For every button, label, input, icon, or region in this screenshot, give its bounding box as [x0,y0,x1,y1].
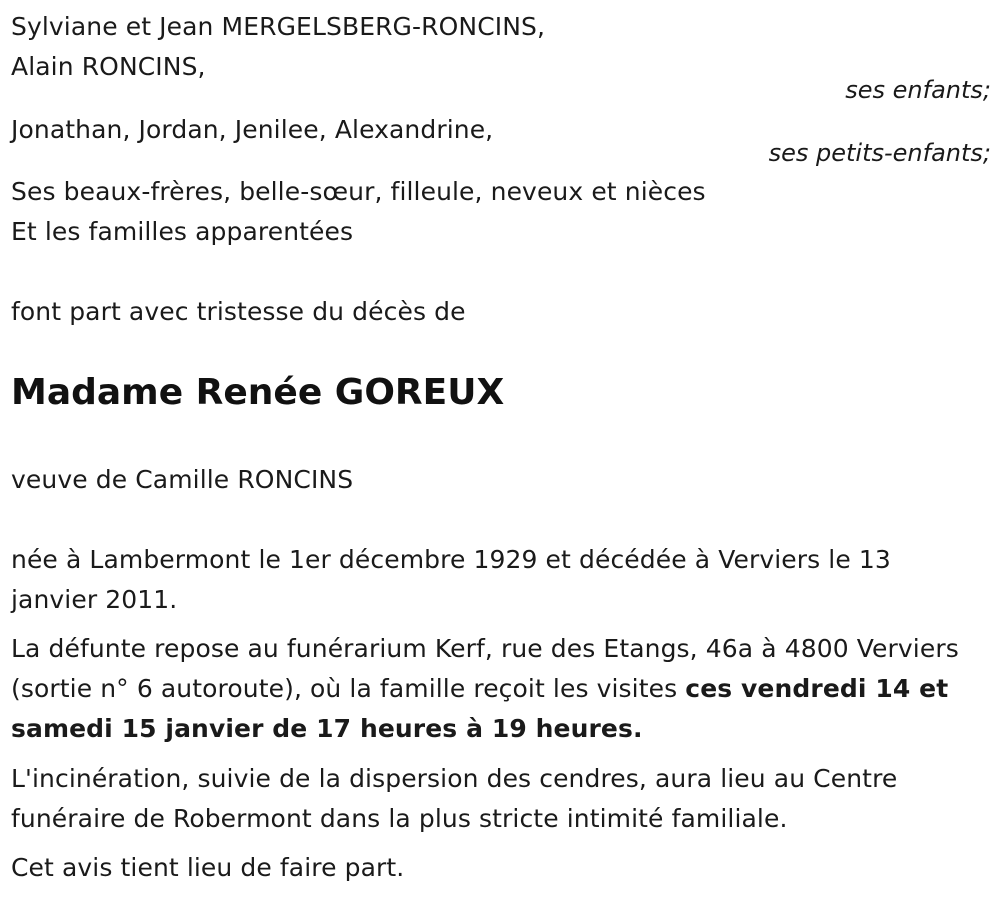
birth-death-paragraph: née à Lambermont le 1er décembre 1929 et décédée à Verviers le 13 janvier 2011. [11,545,891,614]
closing-paragraph: Cet avis tient lieu de faire part. [11,853,405,882]
family-extended-line: Et les familles apparentées [11,217,354,246]
deceased-name: Madame Renée GOREUX [11,372,505,413]
role-grandchildren: ses petits-enfants; [768,139,991,167]
family-children-line-2: Alain RONCINS, [11,52,206,81]
announcement-text: font part avec tristesse du décès de [11,297,466,326]
role-children: ses enfants; [845,76,991,104]
family-children-line-1: Sylviane et Jean MERGELSBERG-RONCINS, [11,12,546,41]
family-grandchildren-line: Jonathan, Jordan, Jenilee, Alexandrine, [11,115,494,144]
visiting-hours-text: ces vendredi 14 et samedi 15 janvier de 17 heures à 19 heures. [11,674,949,743]
cremation-paragraph: L'incinération, suivie de la dispersion des cendres, aura lieu au Centre funéraire de Robermont dans la plus stricte intimité familiale. [11,764,898,833]
obituary-notice [11,0,991,903]
repose-paragraph [11,629,971,749]
repose-intro-text: La défunte repose au funérarium Kerf, rue des Etangs, 46a à 4800 Verviers (sortie n° 6 autoroute), où la famille reçoit les visites [11,634,959,703]
widow-of-text: veuve de Camille RONCINS [11,465,354,494]
family-relatives-line: Ses beaux-frères, belle-sœur, filleule, neveux et nièces [11,177,706,206]
